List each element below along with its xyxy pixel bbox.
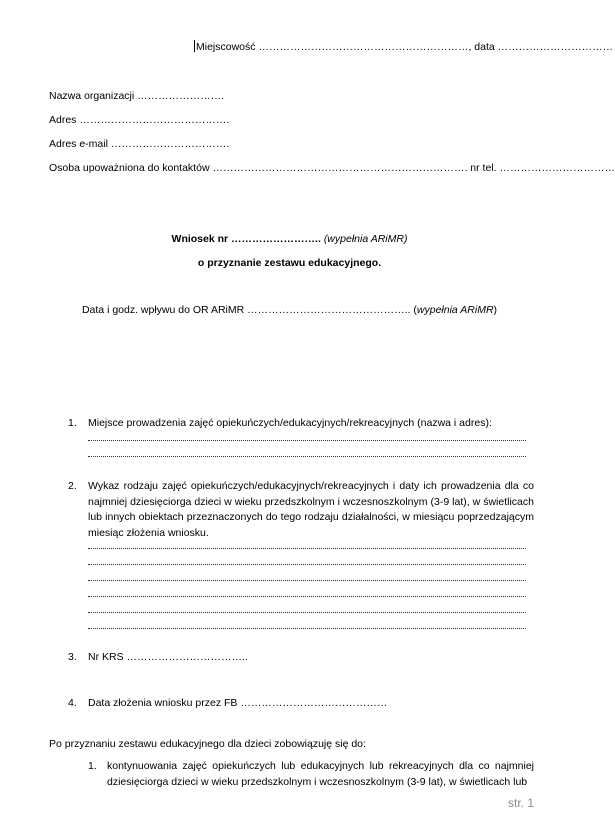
item-2-number: 2. — [68, 480, 77, 492]
date-field[interactable]: …………………………… — [497, 41, 614, 53]
receipt-line — [0, 304, 579, 317]
request-note: (wypełnia ARiMR) — [323, 233, 408, 245]
item-2-text: Wykaz rodzaju zajęć opiekuńczych/edukacyjnych/rekreacyjnych i daty ich prowadzenia dla co najmniej dziesięciorga dzieci w wieku przedszkolnym i wczesnoszkolnym (3-9 lat), w świetlicach lub innych obiektach przeznaczonych do tego rodzaju działalności, w miesiącu poprzedzającym miesiąc złożenia wniosku. — [88, 480, 534, 539]
organization-field[interactable]: ……………………. — [137, 90, 225, 102]
phone-label: nr tel. — [470, 162, 497, 174]
item-1-answer-line-2[interactable] — [88, 456, 526, 457]
text-cursor — [194, 40, 195, 52]
request-number-field[interactable]: …………………….. — [231, 233, 321, 245]
krs-label: Nr KRS — [88, 651, 124, 663]
item-2-answer-line-4[interactable] — [88, 596, 526, 597]
item-1-answer-line-1[interactable] — [88, 440, 526, 441]
organization-label: Nazwa organizacji — [49, 90, 135, 102]
receipt-note-open: ( — [413, 304, 417, 316]
item-2-answer-line-1[interactable] — [88, 548, 526, 549]
date-label: , data — [468, 41, 495, 53]
submission-date-label: Data złożenia wniosku przez FB — [88, 697, 238, 709]
contact-field[interactable]: ………………………………………………………………. — [212, 162, 468, 174]
commitment-item-1-number: 1. — [88, 760, 97, 772]
place-label: Miejscowość — [196, 41, 256, 53]
address-label: Adres — [49, 114, 77, 126]
organization-line — [49, 90, 224, 103]
email-label: Adres e-mail — [49, 138, 108, 150]
receipt-note-close: ) — [493, 304, 498, 316]
contact-line — [49, 162, 615, 175]
item-2-answer-line-6[interactable] — [88, 628, 526, 629]
phone-field[interactable]: …………………………… — [499, 162, 615, 174]
receipt-field[interactable]: ……………………………………….. — [247, 304, 411, 316]
page-number: str. 1 — [507, 796, 534, 810]
item-4-number: 4. — [68, 697, 77, 709]
receipt-label: Data i godz. wpływu do OR ARiMR — [81, 304, 245, 316]
item-1-text: Miejsce prowadzenia zajęć opiekuńczych/edukacyjnych/rekreacyjnych (nazwa i adres): — [88, 417, 492, 429]
commitment-intro: Po przyznaniu zestawu edukacyjnego dla dzieci zobowiązuję się do: — [49, 738, 366, 750]
item-3-line — [88, 651, 248, 664]
submission-date-field[interactable]: …………………………………… — [240, 697, 388, 709]
email-line — [49, 138, 229, 151]
item-4-line — [88, 697, 387, 710]
request-title — [0, 233, 579, 246]
krs-field[interactable]: …………………………….. — [126, 651, 248, 663]
place-date-line — [194, 40, 613, 54]
item-1-number: 1. — [68, 417, 77, 429]
place-field[interactable]: …………………………………………………… — [258, 41, 469, 53]
receipt-note: wypełnia ARiMR — [416, 304, 494, 316]
item-3-number: 3. — [68, 651, 77, 663]
item-2-answer-line-3[interactable] — [88, 580, 526, 581]
item-2-answer-line-2[interactable] — [88, 564, 526, 565]
request-label: Wniosek nr — [171, 233, 229, 245]
address-field[interactable]: ……………………………………. — [79, 114, 230, 126]
contact-label: Osoba upoważniona do kontaktów — [49, 162, 210, 174]
email-field[interactable]: ……………………………. — [110, 138, 230, 150]
address-line — [49, 114, 229, 127]
item-2-answer-line-5[interactable] — [88, 612, 526, 613]
request-subject: o przyznanie zestawu edukacyjnego. — [197, 257, 382, 269]
commitment-item-1-text: kontynuowania zajęć opiekuńczych lub edukacyjnych lub rekreacyjnych dla co najmniej dziesięciorga dzieci w wieku przedszkolnym i wczesnoszkolnym (3-9 lat), w świetlicach lub — [107, 760, 534, 788]
